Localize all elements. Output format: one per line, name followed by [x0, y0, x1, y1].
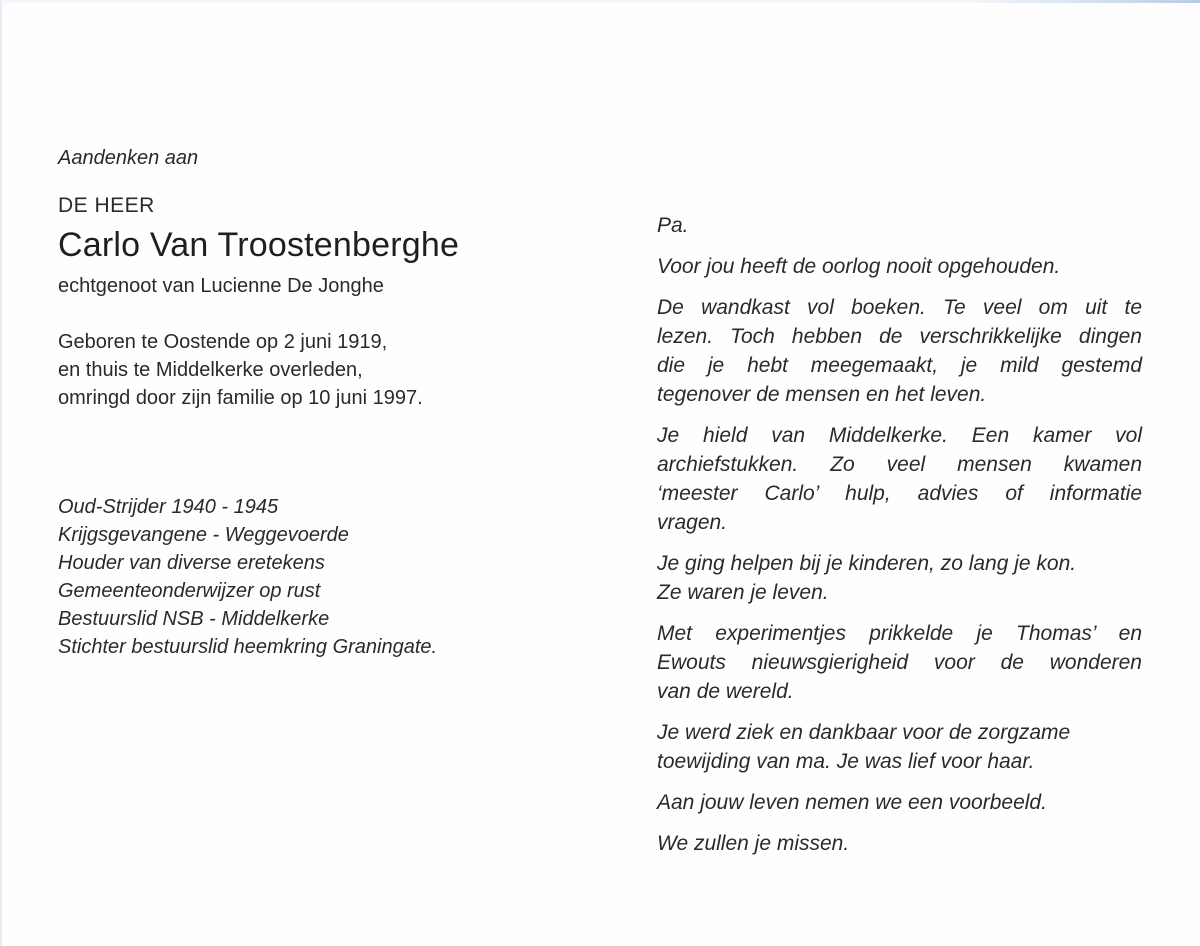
- tribute-paragraph: [657, 829, 1142, 858]
- merit-item: Stichter bestuurslid heemkring Graningate.: [58, 636, 438, 658]
- merit-item: Oud-Strijder 1940 - 1945: [58, 496, 279, 518]
- tribute-line: Aan jouw leven nemen we een voorbeeld.: [657, 791, 1047, 814]
- tribute-paragraph: [657, 293, 1142, 409]
- tribute-line: ‘meester Carlo’ hulp, advies of informatie: [657, 482, 1142, 505]
- left-edge: [0, 0, 2, 946]
- tribute-line: archiefstukken. Zo veel mensen kwamen: [657, 453, 1142, 476]
- tribute-line: Pa.: [657, 214, 689, 237]
- spouse-line: echtgenoot van Lucienne De Jonghe: [58, 275, 384, 297]
- tribute-paragraph: [657, 252, 1142, 281]
- tribute-line: We zullen je missen.: [657, 832, 850, 855]
- tribute-line: Je hield van Middelkerke. Een kamer vol: [657, 424, 1142, 447]
- tribute-line: De wandkast vol boeken. Te veel om uit te: [657, 296, 1142, 319]
- honorific: DE HEER: [58, 194, 155, 217]
- tribute-line: lezen. Toch hebben de verschrikkelijke dingen: [657, 325, 1142, 348]
- tribute-line: toewijding van ma. Je was lief voor haar.: [657, 750, 1035, 773]
- merit-item: Krijgsgevangene - Weggevoerde: [58, 524, 349, 546]
- tribute-paragraph: [657, 788, 1142, 817]
- tribute-line: van de wereld.: [657, 680, 794, 703]
- death-place-line: en thuis te Middelkerke overleden,: [58, 359, 363, 381]
- tribute-line: die je hebt meegemaakt, je mild gestemd: [657, 354, 1142, 377]
- merit-item: Gemeenteonderwijzer op rust: [58, 580, 321, 602]
- merits-list: [58, 493, 437, 661]
- tribute-line: vragen.: [657, 511, 728, 534]
- tribute-line: Voor jou heeft de oorlog nooit opgehouden.: [657, 255, 1061, 278]
- merit-item: Houder van diverse eretekens: [58, 552, 325, 574]
- merit-item: Bestuurslid NSB - Middelkerke: [58, 608, 330, 630]
- deceased-name: Carlo Van Troostenberghe: [58, 226, 460, 264]
- tribute-paragraph: [657, 211, 1142, 240]
- top-edge: [0, 0, 1200, 3]
- tribute-paragraph: [657, 549, 1142, 607]
- life-details: [58, 328, 423, 412]
- tribute-paragraph: [657, 421, 1142, 537]
- tribute-line: Ze waren je leven.: [657, 581, 829, 604]
- death-date-line: omringd door zijn familie op 10 juni 1997.: [58, 387, 423, 409]
- tribute-line: tegenover de mensen en het leven.: [657, 383, 987, 406]
- tribute-line: Met experimentjes prikkelde je Thomas’ en: [657, 622, 1142, 645]
- birth-line: Geboren te Oostende op 2 juni 1919,: [58, 331, 388, 353]
- tribute-line: Je werd ziek en dankbaar voor de zorgzame: [657, 721, 1071, 744]
- tribute-text: [657, 211, 1142, 870]
- tribute-line: Je ging helpen bij je kinderen, zo lang je kon.: [657, 552, 1077, 575]
- tribute-paragraph: [657, 718, 1142, 776]
- tribute-paragraph: [657, 619, 1142, 706]
- tribute-line: Ewouts nieuwsgierigheid voor de wonderen: [657, 651, 1142, 674]
- intro-text: Aandenken aan: [58, 147, 199, 169]
